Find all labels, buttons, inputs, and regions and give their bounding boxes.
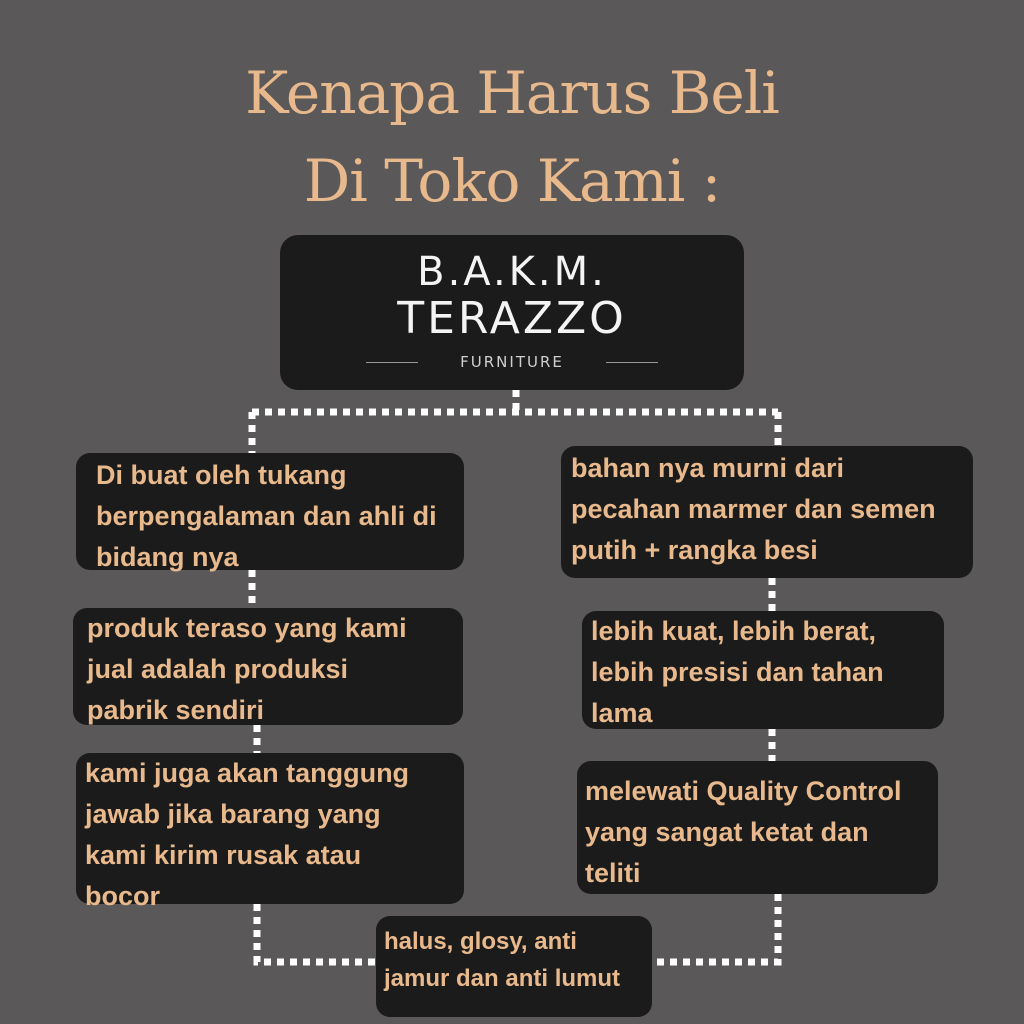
reason-line: kami kirim rusak atau — [85, 840, 362, 870]
reason-box-right-1 — [561, 446, 973, 578]
logo-text-bakm: B.A.K.M. — [417, 249, 607, 295]
reason-box-left-1 — [76, 453, 464, 570]
logo-text-terazzo: TERAZZO — [397, 293, 627, 344]
reason-line: bocor — [85, 881, 161, 911]
logo-subtitle: FURNITURE — [460, 353, 564, 371]
reason-line: pecahan marmer dan semen — [571, 494, 936, 524]
reason-line: jual adalah produksi — [87, 654, 349, 684]
reason-line: putih + rangka besi — [571, 535, 818, 565]
reason-line: halus, glosy, anti — [384, 928, 577, 955]
connector-bottom-right — [652, 894, 778, 962]
reason-line: yang sangat ketat dan — [585, 817, 869, 847]
reason-box-bottom — [376, 916, 652, 1017]
reason-line: melewati Quality Control — [585, 776, 902, 806]
title-line-2: Di Toko Kami : — [303, 147, 721, 215]
reason-line: bahan nya murni dari — [571, 453, 845, 483]
reason-line: berpengalaman dan ahli di — [96, 501, 437, 531]
reason-line: pabrik sendiri — [87, 695, 265, 725]
reason-line: produk teraso yang kami — [87, 613, 407, 643]
reason-box-left-2 — [73, 608, 463, 725]
reason-line: jawab jika barang yang — [85, 799, 381, 829]
reason-box-left-3 — [76, 753, 464, 911]
reason-line: bidang nya — [96, 542, 239, 572]
reason-line: lama — [591, 698, 653, 728]
reason-line: teliti — [585, 858, 641, 888]
reason-line: lebih presisi dan tahan — [591, 657, 884, 687]
reason-line: Di buat oleh tukang — [96, 460, 347, 490]
reason-box-right-2 — [582, 611, 944, 729]
reason-line: kami juga akan tanggung — [85, 758, 410, 788]
title-line-1: Kenapa Harus Beli — [245, 59, 779, 127]
reason-box-right-3 — [577, 761, 938, 894]
reason-line: lebih kuat, lebih berat, — [591, 616, 877, 646]
reason-line: jamur dan anti lumut — [384, 965, 621, 992]
